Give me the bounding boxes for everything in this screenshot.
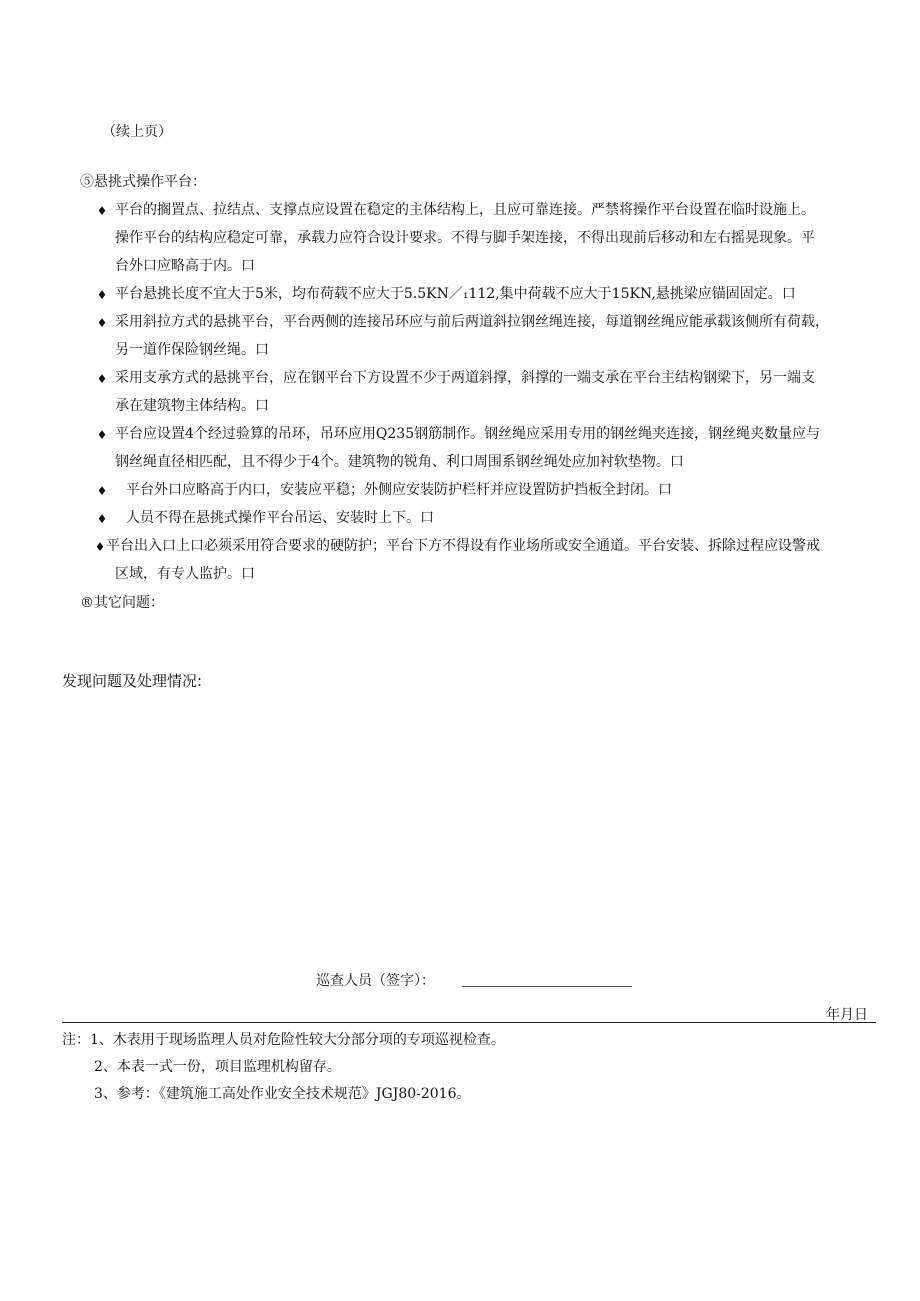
item-text-line: 平台外口应略高于内口，安装应平稳；外侧应安装防护栏杆并应设置防护挡板全封闭。口: [126, 482, 672, 498]
item-text-line: 平台出入口上口必须采用符合要求的硬防护；平台下方不得设有作业场所或安全通道。平台安装、拆除过程应设警戒: [106, 538, 820, 554]
item-text-line: 另一道作保险钢丝绳。口: [115, 342, 269, 358]
bullet-icon: ♦: [96, 372, 108, 386]
item-text-line: 人员不得在悬挑式操作平台吊运、安装时上下。口: [126, 510, 434, 526]
item-text-line: 钢丝绳直径相匹配，且不得少于4个。建筑物的锐角、利口周围系钢丝绳处应加衬软垫物。口: [115, 454, 684, 470]
item-text-line: 平台悬挑长度不宜大于5米，均布荷载不应大于5.5KN／₁112,集中荷载不应大于15KN,悬挑梁应锚固固定。口: [115, 286, 796, 302]
findings-heading: 发现问题及处理情况:: [62, 672, 203, 690]
item-text-line: 采用支承方式的悬挑平台，应在钢平台下方设置不少于两道斜撑，斜撑的一端支承在平台主结构钢梁下，另一端支: [115, 370, 815, 386]
other-questions-label: ®其它问题：: [80, 595, 164, 611]
item-text-line: 台外口应略高于内。口: [115, 258, 255, 274]
divider: [62, 1022, 876, 1023]
item-text-line: 平台应设置4个经过验算的吊环，吊环应用Q235钢筋制作。钢丝绳应采用专用的钢丝绳夹连接，钢丝绳夹数量应与: [115, 426, 821, 442]
bullet-icon: ♦: [96, 316, 108, 330]
bullet-icon: ♦: [94, 540, 106, 554]
inspector-signature-label: 巡查人员（签字）：: [316, 973, 435, 989]
date-label: 年月日: [826, 1007, 868, 1023]
note-line: 2、本表一式一份，项目监理机构留存。: [94, 1059, 341, 1075]
signature-line: [462, 986, 632, 987]
item-text-line: 区域，有专人监护。口: [115, 566, 255, 582]
continued-label: （续上页）: [102, 124, 172, 140]
bullet-icon: ♦: [96, 512, 108, 526]
bullet-icon: ♦: [96, 484, 108, 498]
bullet-icon: ♦: [96, 204, 108, 218]
item-text-line: 操作平台的结构应稳定可靠，承载力应符合设计要求。不得与脚手架连接，不得出现前后移动和左右摇晃现象。平: [115, 230, 815, 246]
bullet-icon: ♦: [96, 288, 108, 302]
item-text-line: 承在建筑物主体结构。口: [115, 398, 269, 414]
section-title: ⑤悬挑式操作平台：: [80, 174, 206, 190]
item-text-line: 平台的搁置点、拉结点、支撑点应设置在稳定的主体结构上，且应可靠连接。严禁将操作平台设置在临时设施上。: [115, 202, 815, 218]
item-text-line: 采用斜拉方式的悬挑平台，平台两侧的连接吊环应与前后两道斜拉钢丝绳连接，每道钢丝绳应能承载该侧所有荷载，: [115, 314, 829, 330]
bullet-icon: ♦: [96, 428, 108, 442]
note-line: 注：1、木表用于现场监理人员对危险性较大分部分项的专项巡视检查。: [62, 1032, 505, 1048]
note-line: 3、参考：《建筑施工高处作业安全技术规范》JGJ80-2016。: [94, 1086, 471, 1102]
